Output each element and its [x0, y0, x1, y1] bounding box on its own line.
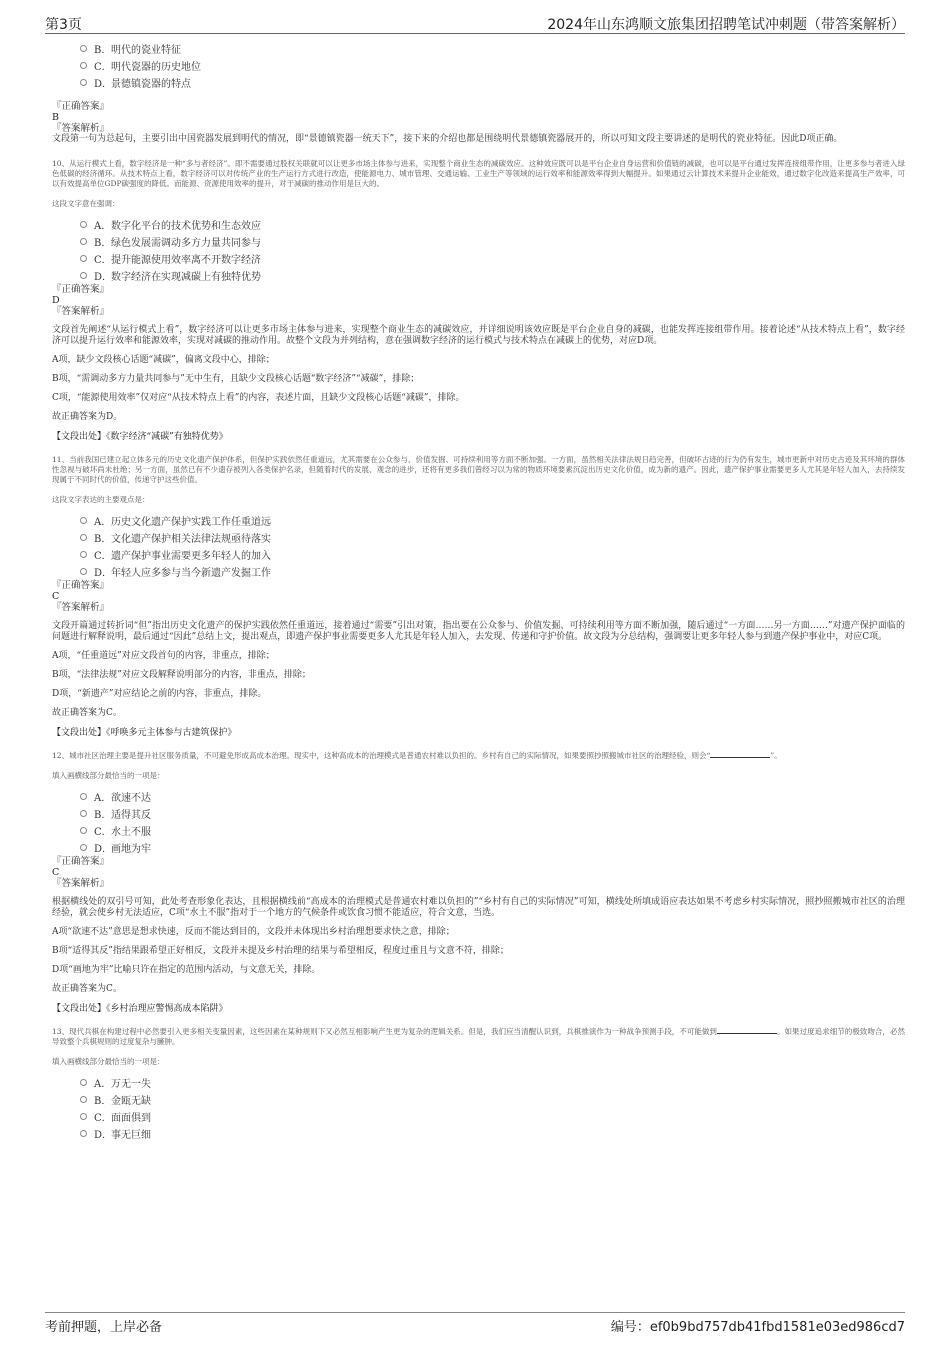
- radio-icon[interactable]: [80, 810, 87, 817]
- analysis-label: 『答案解析』: [52, 602, 110, 613]
- option-c[interactable]: C． 面面俱到: [80, 1108, 905, 1125]
- radio-icon[interactable]: [80, 79, 87, 86]
- answer-label: 『正确答案』: [52, 580, 110, 591]
- page-number: 第3页: [45, 17, 82, 33]
- option-d[interactable]: D． 画地为牢: [80, 839, 905, 856]
- analysis-paragraph: B项，“法律法规”对应文段解释说明部分的内容，非重点，排除；: [52, 670, 311, 680]
- option-d[interactable]: D． 景德镇瓷器的特点: [80, 74, 905, 91]
- answer-value: B: [52, 112, 59, 123]
- analysis-paragraph: 故正确答案为C。: [52, 708, 122, 718]
- analysis-paragraph: A项，缺少文段核心话题“减碳”，偏离文段中心，排除；: [52, 355, 275, 365]
- analysis-paragraph: D项“画地为牢”比喻只许在指定的范围内活动，与文意无关，排除。: [52, 965, 321, 975]
- answer-value: C: [52, 867, 60, 878]
- fill-blank: [710, 751, 770, 758]
- analysis-paragraph: C项，“能源使用效率”仅对应“从技术特点上看”的内容，表述片面，且缺少文段核心话题“减碳”，排除。: [52, 393, 465, 403]
- page-footer: [45, 1312, 905, 1334]
- question-prompt: 填入画横线部分最恰当的一项是：: [52, 771, 165, 780]
- source-citation: 【文段出处】《呼唤多元主体参与古建筑保护》: [52, 728, 237, 738]
- answer-value: C: [52, 591, 60, 602]
- analysis-paragraph: 文段开篇通过转折词“但”指出历史文化遗产的保护实践依然任重道远，接着通过“需要”引出对策，指出要在公众参与、价值发掘、可持续利用等方面不断加强，随后通过“一方面……另一方面……”对遗产保护面临的问题进行解释说明，最后通过“因此”总结上文，提出观点，即遗产保护事业需要更多人尤其是年轻人加入，去发现、传递和守护价值。故文段为分总结构，强调要让更多年轻人参与到遗产保护事业中，对应C项。: [52, 621, 905, 642]
- radio-icon[interactable]: [80, 1130, 87, 1137]
- answer-label: 『正确答案』: [52, 284, 110, 295]
- analysis-paragraph: 故正确答案为C。: [52, 984, 122, 994]
- analysis-paragraph: 文段首先阐述“从运行模式上看”，数字经济可以让更多市场主体参与进来，实现整个商业生态的减碳效应，并详细说明该效应既是平台企业自身的减碳，也能发挥连接组带作用。接着论述“从技术特点上看”，数字经济可以提升运行效率和能源效率，实现对减碳的推动作用。故整个文段为并列结构，意在强调数字经济的运行模式与技术特点在减碳上的优势，对应D项。: [52, 325, 905, 346]
- q10-options: [80, 216, 905, 284]
- option-a[interactable]: A． 万无一失: [80, 1074, 905, 1091]
- radio-icon[interactable]: [80, 1113, 87, 1120]
- q9-options: [80, 40, 905, 91]
- analysis-paragraph: B项“适得其反”指结果跟希望正好相反，文段并未提及乡村治理的结果与希望相反，程度过重且与文意不符，排除；: [52, 946, 509, 956]
- option-d[interactable]: D． 年轻人应多参与当今新遗产发掘工作: [80, 563, 905, 580]
- q11-options: [80, 512, 905, 580]
- question-stem: 13、现代兵棋在构建过程中必然要引入更多相关变量因素，这些因素在某种规则下又必然互相影响产生更为复杂的逻辑关系。但是，我们应当清醒认识到，兵棋推演作为一种战争预测手段，不可能做到 。如果过度追求细节的极致吻合，必然导致整个兵棋规则的过度复杂与臃肿。: [52, 1027, 905, 1046]
- option-b[interactable]: B． 文化遗产保护相关法律法规亟待落实: [80, 529, 905, 546]
- radio-icon[interactable]: [80, 238, 87, 245]
- analysis-paragraph: 故正确答案为D。: [52, 412, 123, 422]
- q13-options: [80, 1074, 905, 1142]
- analysis-label: 『答案解析』: [52, 123, 110, 134]
- analysis-paragraph: A项“欲速不达”意思是想求快速，反而不能达到目的，文段并未体现出乡村治理想要求快之意，排除；: [52, 927, 455, 937]
- q12-options: [80, 788, 905, 856]
- option-d[interactable]: D． 数字经济在实现减碳上有独特优势: [80, 267, 905, 284]
- radio-icon[interactable]: [80, 45, 87, 52]
- question-stem: 11、当前我国已建立起立体多元的历史文化遗产保护体系，但保护实践依然任重道远，尤其需要在公众参与、价值发掘、可持续利用等方面不断加强。一方面，虽然相关法律法规日趋完善，但破坏古迹的行为仍有发生，城市更新中对历史古迹及其环境的群体性忽视与破坏尚未杜绝；另一方面，虽然已有不少遗存被列入各类保护名录，但随着时代的发展、观念的进步，还将有更多我们曾经习以为常的物质环境要素沉淀出历史文化价值，成为新的遗产。因此，遗产保护事业需要更多人尤其是年轻人加入，去持续发现属于不同时代的价值，传递守护这些价值。: [52, 455, 905, 484]
- option-a[interactable]: A． 数字化平台的技术优势和生态效应: [80, 216, 905, 233]
- radio-icon[interactable]: [80, 1096, 87, 1103]
- radio-icon[interactable]: [80, 1079, 87, 1086]
- question-prompt: 这段文字意在强调：: [52, 199, 120, 208]
- radio-icon[interactable]: [80, 534, 87, 541]
- option-c[interactable]: C． 水土不服: [80, 822, 905, 839]
- analysis-paragraph: 根据横线处的双引号可知，此处考查形象化表达，且根据横线前“高成本的治理模式是普通农村难以负担的”“乡村有自己的实际情况”可知，横线处所填成语应表达如果不考虑乡村实际情况，照抄照搬城市社区的治理经验，就会使乡村无法适应，C项“水土不服”指对于一个地方的气候条件或饮食习惯不能适应，符合文意，当选。: [52, 897, 905, 918]
- page-content: [52, 40, 905, 1142]
- answer-value: D: [52, 295, 60, 306]
- answer-label: 『正确答案』: [52, 856, 110, 867]
- radio-icon[interactable]: [80, 62, 87, 69]
- question-prompt: 填入画横线部分最恰当的一项是：: [52, 1057, 165, 1066]
- analysis-paragraph: A项，“任重道远”对应文段首句的内容，非重点，排除；: [52, 651, 275, 661]
- analysis-label: 『答案解析』: [52, 306, 110, 317]
- option-d[interactable]: D． 事无巨细: [80, 1125, 905, 1142]
- document-title: 2024年山东鸿顺文旅集团招聘笔试冲刺题（带答案解析）: [547, 17, 905, 33]
- radio-icon[interactable]: [80, 272, 87, 279]
- option-b[interactable]: B． 适得其反: [80, 805, 905, 822]
- option-b[interactable]: B． 金瓯无缺: [80, 1091, 905, 1108]
- analysis-text: 文段第一句为总起句，主要引出中国瓷器发展到明代的情况，即“景德镇瓷器一统天下”，接下来的介绍也都是围绕明代景德镇瓷器展开的，所以可知文段主要讲述的是明代的瓷业特征。因此D项正确。: [52, 134, 843, 144]
- document-id: 编号：ef0b9bd757db41fbd1581e03ed986cd7: [610, 1320, 905, 1335]
- question-stem: 10、从运行模式上看，数字经济是一种“多与者经济”。即不需要通过股权关联就可以让更多市场主体参与进来，实现整个商业生态的减碳效应。这种效应既可以是平台企业自身运营和价值链的减碳，也可以是平台通过发挥连接组带作用，让更多参与者进入绿色低碳的经济循环。从技术特点上看，数字经济可以对传统产业的生产运行方式进行改造，使能源电力、城市管理、交通运输、工业生产等领域的运行效率和能源效率得到大幅提升。如果通过云计算技术来提升企业能效，通过数字化改造来提高生产效率，可以有效提高单位GDP碳强度的降低。而能源、资源使用效率的提升，对于减碳的推动作用是巨大的。: [52, 159, 905, 188]
- option-c[interactable]: C． 明代瓷器的历史地位: [80, 57, 905, 74]
- option-a[interactable]: A． 历史文化遗产保护实践工作任重道远: [80, 512, 905, 529]
- option-c[interactable]: C． 提升能源使用效率离不开数字经济: [80, 250, 905, 267]
- analysis-paragraph: B项，“需调动多方力量共同参与”无中生有，且缺少文段核心话题“数字经济”“减碳”，排除；: [52, 374, 420, 384]
- radio-icon[interactable]: [80, 568, 87, 575]
- radio-icon[interactable]: [80, 827, 87, 834]
- answer-label: 『正确答案』: [52, 101, 110, 112]
- analysis-label: 『答案解析』: [52, 878, 110, 889]
- question-prompt: 这段文字表达的主要观点是：: [52, 495, 150, 504]
- radio-icon[interactable]: [80, 221, 87, 228]
- question-stem: 12、城市社区治理主要是提升社区服务质量，不可避免形成高成本治理。现实中，这种高成本的治理模式是普通农村难以负担的。乡村有自己的实际情况，如果要照抄照搬城市社区的治理经验，则会“ ”。: [52, 751, 782, 760]
- analysis-paragraph: D项，“新遗产”对应结论之前的内容，非重点，排除。: [52, 689, 267, 699]
- footer-slogan: 考前押题，上岸必备: [45, 1320, 163, 1335]
- radio-icon[interactable]: [80, 793, 87, 800]
- option-b[interactable]: B． 明代的瓷业特征: [80, 40, 905, 57]
- option-c[interactable]: C． 遗产保护事业需要更多年轻人的加入: [80, 546, 905, 563]
- radio-icon[interactable]: [80, 551, 87, 558]
- source-citation: 【文段出处】《数字经济“减碳”有独特优势》: [52, 432, 228, 442]
- page-header: [45, 14, 905, 34]
- source-citation: 【文段出处】《乡村治理应警惕高成本陷阱》: [52, 1004, 228, 1014]
- radio-icon[interactable]: [80, 844, 87, 851]
- radio-icon[interactable]: [80, 255, 87, 262]
- radio-icon[interactable]: [80, 517, 87, 524]
- fill-blank: [717, 1027, 777, 1034]
- option-a[interactable]: A． 欲速不达: [80, 788, 905, 805]
- option-b[interactable]: B． 绿色发展需调动多方力量共同参与: [80, 233, 905, 250]
